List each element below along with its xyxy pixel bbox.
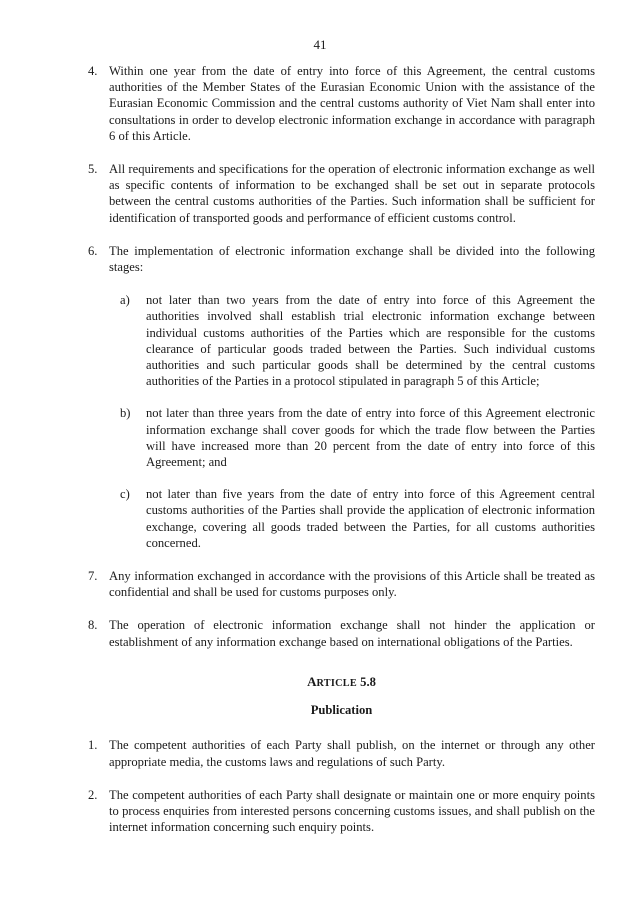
subparagraph-text: not later than three years from the date of entry into force of this Agreement electronic information exchange shall cover goods for which the trade flow between the Parties will have increased more than 20 percent from the date of entry into force of this Agreement; and bbox=[146, 406, 595, 470]
paragraph-5 bbox=[88, 161, 595, 226]
paragraph-text: All requirements and specifications for the operation of electronic information exchange as well as specific contents of information to be exchanged shall be set out in separate protocols between the central customs authorities of the Parties. Such information shall be sufficient for identification of transported goods and performance of efficient customs control. bbox=[109, 162, 595, 225]
paragraph-text: Any information exchanged in accordance with the provisions of this Article shall be treated as confidential and shall be used for customs purposes only. bbox=[109, 569, 595, 600]
document-body bbox=[88, 63, 595, 852]
page-number: 41 bbox=[313, 37, 327, 52]
paragraph-number: 5. bbox=[88, 162, 98, 177]
paragraph-number: 7. bbox=[88, 569, 98, 584]
subparagraph-text: not later than five years from the date of entry into force of this Agreement central customs authorities of the Parties shall provide the application of electronic information exchange, covering all goods traded between the Parties, for all customs authorities concerned. bbox=[146, 487, 595, 550]
subparagraph-b bbox=[88, 405, 595, 470]
paragraph-text: The competent authorities of each Party shall designate or maintain one or more enquiry points to process enquiries from interested persons concerning customs issues, and shall publish on the internet information concerning such enquiry points. bbox=[109, 787, 595, 835]
paragraph-6 bbox=[88, 243, 595, 275]
subparagraph-text: not later than two years from the date of entry into force of this Agreement the authorities involved shall establish trial electronic information exchange between individual customs authorities of the Parties which are responsible for the customs clearance of particular goods traded between the Parties. Such individual customs authorities and such particular goods shall be determined by the central customs authorities of the Parties in a protocol stipulated in paragraph 5 of this Article; bbox=[146, 293, 595, 389]
article-heading-smallcaps: RTICLE bbox=[316, 677, 357, 689]
subparagraph-letter: b) bbox=[120, 406, 131, 421]
subparagraph-letter: a) bbox=[120, 293, 130, 308]
paragraph-number: 4. bbox=[88, 64, 98, 78]
subparagraph-a bbox=[88, 292, 595, 389]
article-heading-initial: A bbox=[307, 673, 317, 689]
subparagraph-letter: c) bbox=[120, 487, 130, 502]
article-number: 5.8 bbox=[360, 674, 376, 689]
paragraph-7 bbox=[88, 568, 595, 600]
paragraph-text: The competent authorities of each Party shall publish, on the internet or through any other appropriate media, the customs laws and regulations of such Party. bbox=[109, 738, 595, 769]
subparagraph-c bbox=[88, 486, 595, 551]
paragraph-text: Within one year from the date of entry into force of this Agreement, the central customs authorities of the Member States of the Eurasian Economic Union with the assistance of the Eurasian Economic Commission and the central customs authority of Viet Nam shall enter into consultations in order to develop electronic information exchange in accordance with paragraph 6 of this Article. bbox=[109, 64, 595, 143]
article-heading bbox=[88, 674, 595, 692]
paragraph-number: 8. bbox=[88, 618, 98, 633]
paragraph-text: The implementation of electronic information exchange shall be divided into the following stages: bbox=[109, 243, 595, 275]
paragraph-4 bbox=[88, 63, 595, 144]
article-title: Publication bbox=[310, 703, 373, 718]
article-paragraph-1 bbox=[88, 737, 595, 769]
paragraph-8 bbox=[88, 617, 595, 649]
paragraph-text: The operation of electronic information exchange shall not hinder the application or establishment of any information exchange based on international obligations of the Parties. bbox=[109, 618, 595, 649]
paragraph-number: 1. bbox=[88, 738, 98, 753]
paragraph-number: 2. bbox=[88, 787, 98, 802]
subparagraph-list bbox=[88, 292, 595, 551]
article-paragraph-2 bbox=[88, 787, 595, 836]
paragraph-number: 6. bbox=[88, 243, 98, 258]
